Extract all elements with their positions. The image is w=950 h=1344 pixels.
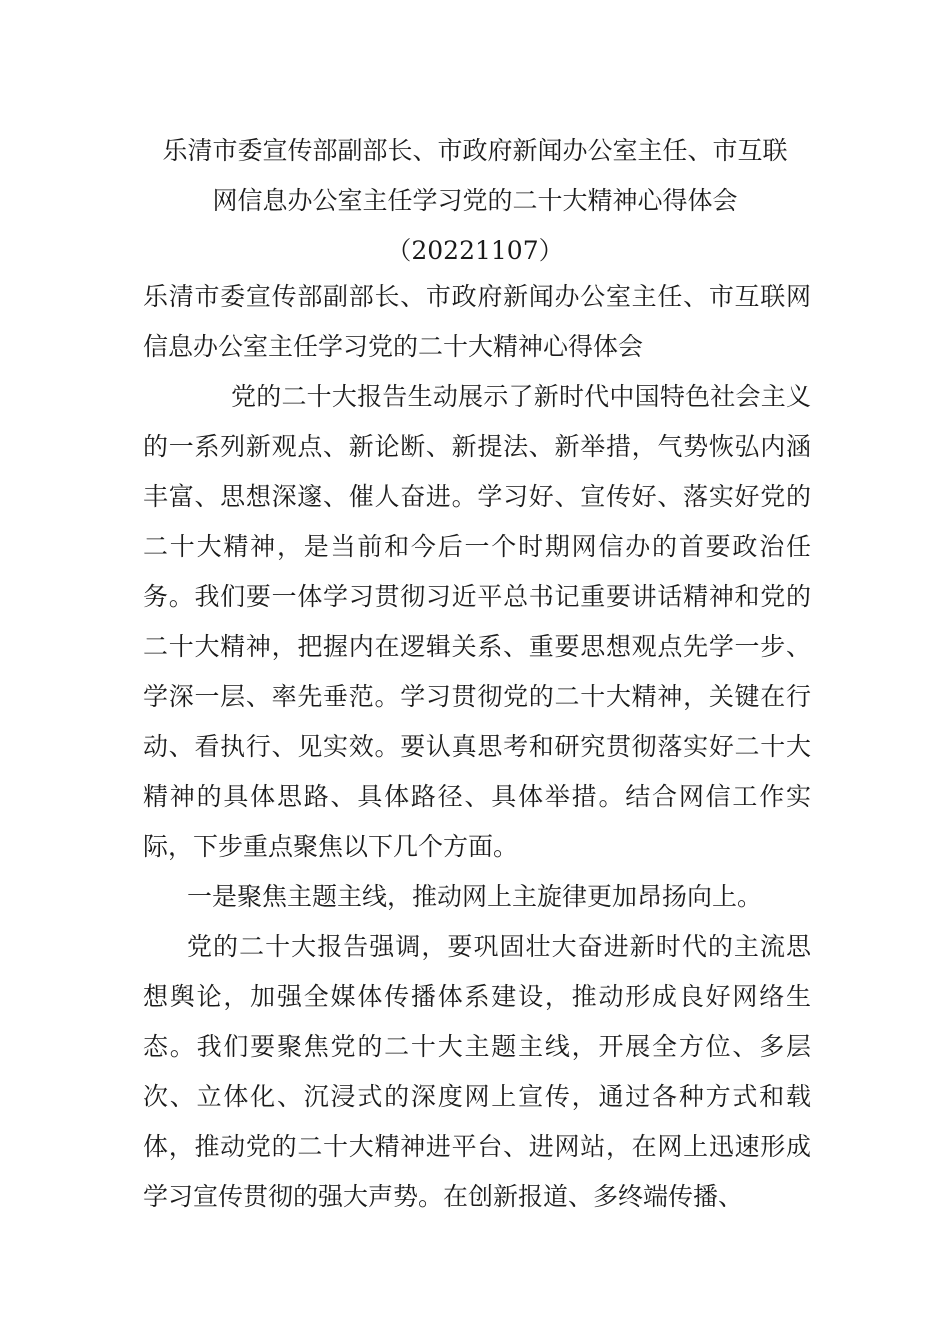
document-body xyxy=(143,272,811,1222)
body-paragraph-1: 党的二十大报告生动展示了新时代中国特色社会主义的一系列新观点、新论断、新提法、新举措，气势恢弘内涵丰富、思想深邃、催人奋进。学习好、宣传好、落实好党的二十大精神，是当前和今后一个时期网信办的首要政治任务。我们要一体学习贯彻习近平总书记重要讲话精神和党的二十大精神，把握内在逻辑关系、重要思想观点先学一步、学深一层、率先垂范。学习贯彻党的二十大精神，关键在行动、看执行、见实效。要认真思考和研究贯彻落实好二十大精神的具体思路、具体路径、具体举措。结合网信工作实际，下步重点聚焦以下几个方面。 xyxy=(143,382,811,861)
title-line-1: 乐清市委宣传部副部长、市政府新闻办公室主任、市互联 xyxy=(162,136,788,165)
document-title xyxy=(140,126,810,276)
title-line-2: 网信息办公室主任学习党的二十大精神心得体会 xyxy=(212,186,738,215)
body-paragraph-2: 党的二十大报告强调，要巩固壮大奋进新时代的主流思想舆论，加强全媒体传播体系建设，推动形成良好网络生态。我们要聚焦党的二十大主题主线，开展全方位、多层次、立体化、沉浸式的深度网上宣传，通过各种方式和载体，推动党的二十大精神进平台、进网站，在网上迅速形成学习宣传贯彻的强大声势。在创新报道、多终端传播、 xyxy=(143,932,811,1211)
subtitle-paragraph: 乐清市委宣传部副部长、市政府新闻办公室主任、市互联网信息办公室主任学习党的二十大精神心得体会 xyxy=(143,282,811,361)
section-heading-1: 一是聚焦主题主线，推动网上主旋律更加昂扬向上。 xyxy=(187,882,763,911)
title-date: （20221107） xyxy=(386,236,564,265)
